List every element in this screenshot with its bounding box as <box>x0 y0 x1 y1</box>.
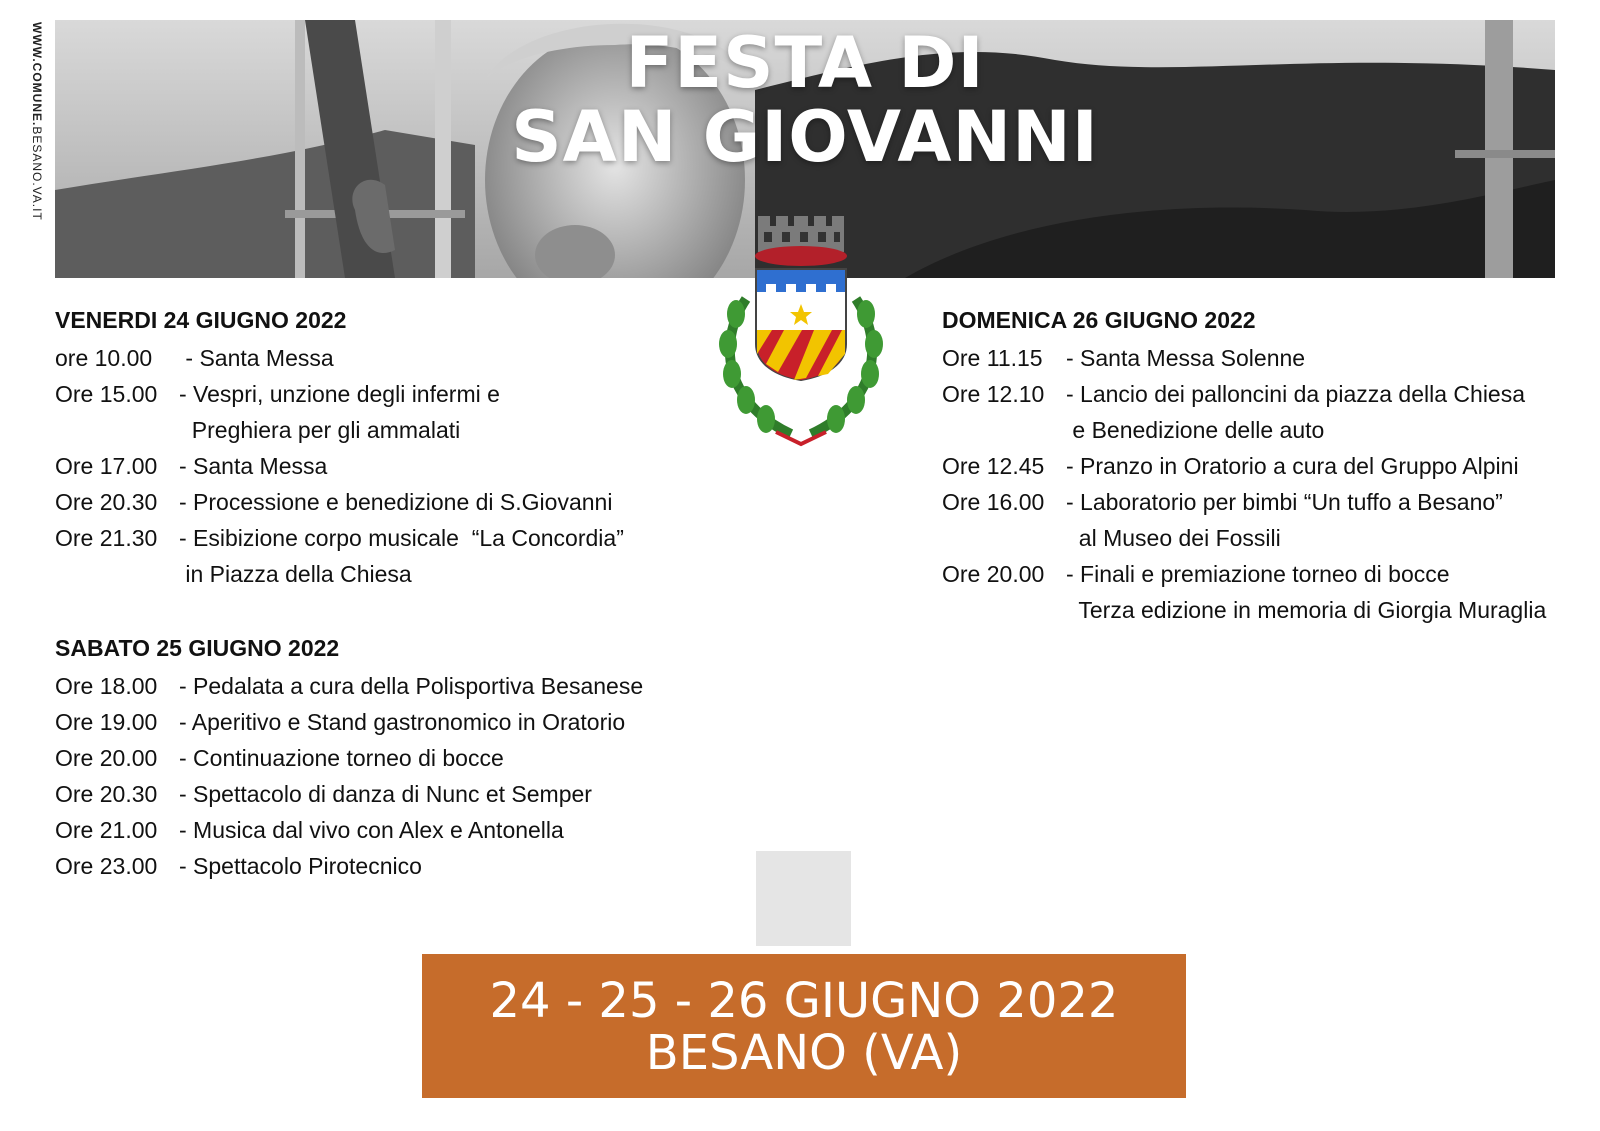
day-title: DOMENICA 26 GIUGNO 2022 <box>942 307 1256 333</box>
list-item: Ore 23.00 - Spettacolo Pirotecnico <box>55 853 422 879</box>
title-line-2: SAN GIOVANNI <box>511 96 1099 178</box>
title-line-1: FESTA DI <box>625 22 985 104</box>
list-item: ore 10.00 - Santa Messa <box>55 345 334 371</box>
list-item: in Piazza della Chiesa <box>179 561 412 587</box>
list-item: Ore 20.30 - Spettacolo di danza di Nunc et Semper <box>55 781 592 807</box>
schedule-friday <box>55 302 624 592</box>
list-item: Ore 12.10 - Lancio dei palloncini da piazza della Chiesa <box>942 381 1526 407</box>
schedule-sunday <box>942 302 1546 628</box>
list-item: Ore 15.00 - Vespri, unzione degli infermi e <box>55 381 500 407</box>
day-title: VENERDI 24 GIUGNO 2022 <box>55 307 347 333</box>
list-item: e Benedizione delle auto <box>1066 417 1325 443</box>
website-url: WWW.COMUNE.BESANO.VA.IT <box>30 22 44 221</box>
list-item: Ore 18.00 - Pedalata a cura della Polisportiva Besanese <box>55 673 644 699</box>
list-item: Ore 11.15 - Santa Messa Solenne <box>942 345 1306 371</box>
list-item: Terza edizione in memoria di Giorgia Muraglia <box>1066 597 1547 623</box>
list-item: Ore 20.00 - Continuazione torneo di bocce <box>55 745 504 771</box>
crest-icon <box>706 204 896 450</box>
list-item: Ore 12.45 - Pranzo in Oratorio a cura del Gruppo Alpini <box>942 453 1519 479</box>
day-title: SABATO 25 GIUGNO 2022 <box>55 635 340 661</box>
list-item: Ore 19.00 - Aperitivo e Stand gastronomico in Oratorio <box>55 709 626 735</box>
list-item: Ore 20.30 - Processione e benedizione di S.Giovanni <box>55 489 613 515</box>
list-item: Ore 21.00 - Musica dal vivo con Alex e Antonella <box>55 817 564 843</box>
list-item: al Museo dei Fossili <box>1066 525 1281 551</box>
list-item: Ore 17.00 - Santa Messa <box>55 453 328 479</box>
list-item: Ore 16.00 - Laboratorio per bimbi “Un tuffo a Besano” <box>942 489 1503 515</box>
list-item: Preghiera per gli ammalati <box>179 417 461 443</box>
image-placeholder <box>756 851 851 946</box>
page-title <box>55 22 1555 178</box>
event-place: BESANO (VA) <box>645 1025 963 1081</box>
event-dates-banner <box>422 954 1186 1098</box>
schedule-saturday <box>55 630 643 884</box>
list-item: Ore 20.00 - Finali e premiazione torneo di bocce <box>942 561 1450 587</box>
list-item: Ore 21.30 - Esibizione corpo musicale “La Concordia” <box>55 525 624 551</box>
event-dates: 24 - 25 - 26 GIUGNO 2022 <box>489 973 1119 1029</box>
